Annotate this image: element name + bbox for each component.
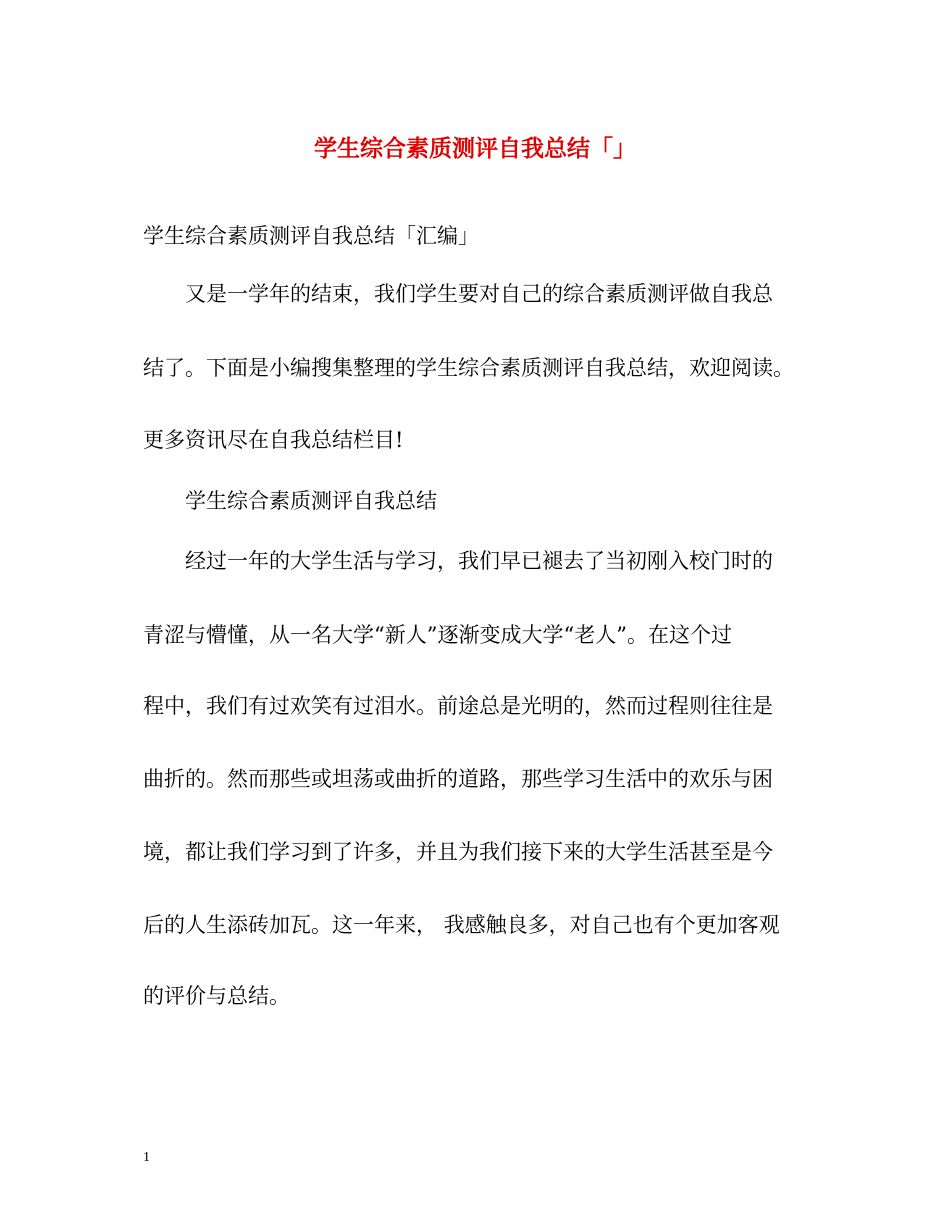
body-line: 境，都让我们学习到了许多，并且为我们接下来的大学生活甚至是今 (143, 840, 773, 864)
body-line: 的评价与总结。 (143, 984, 290, 1008)
body-line: 曲折的。然而那些或坦荡或曲折的道路，那些学习生活中的欢乐与困 (143, 767, 773, 791)
intro-line: 又是一学年的结束，我们学生要对自己的综合素质测评做自我总 (185, 282, 773, 306)
body-line: 后的人生添砖加瓦。这一年来， 我感触良多，对自己也有个更加客观 (143, 913, 780, 937)
intro-line: 结了。下面是小编搜集整理的学生综合素质测评自我总结，欢迎阅读。 (143, 356, 794, 380)
document-subtitle: 学生综合素质测评自我总结「汇编」 (143, 224, 479, 248)
intro-line: 更多资讯尽在自我总结栏目! (143, 428, 404, 452)
document-title: 学生综合素质测评自我总结「」 (314, 135, 636, 162)
body-line: 青涩与懵懂，从一名大学“新人”逐渐变成大学“老人”。在这个过 (143, 623, 732, 647)
page-number: 1 (143, 1150, 150, 1165)
body-line: 程中，我们有过欢笑有过泪水。前途总是光明的，然而过程则往往是 (143, 694, 773, 718)
section-heading: 学生综合素质测评自我总结 (185, 489, 437, 513)
body-line: 经过一年的大学生活与学习，我们早已褪去了当初刚入校门时的 (185, 549, 773, 573)
